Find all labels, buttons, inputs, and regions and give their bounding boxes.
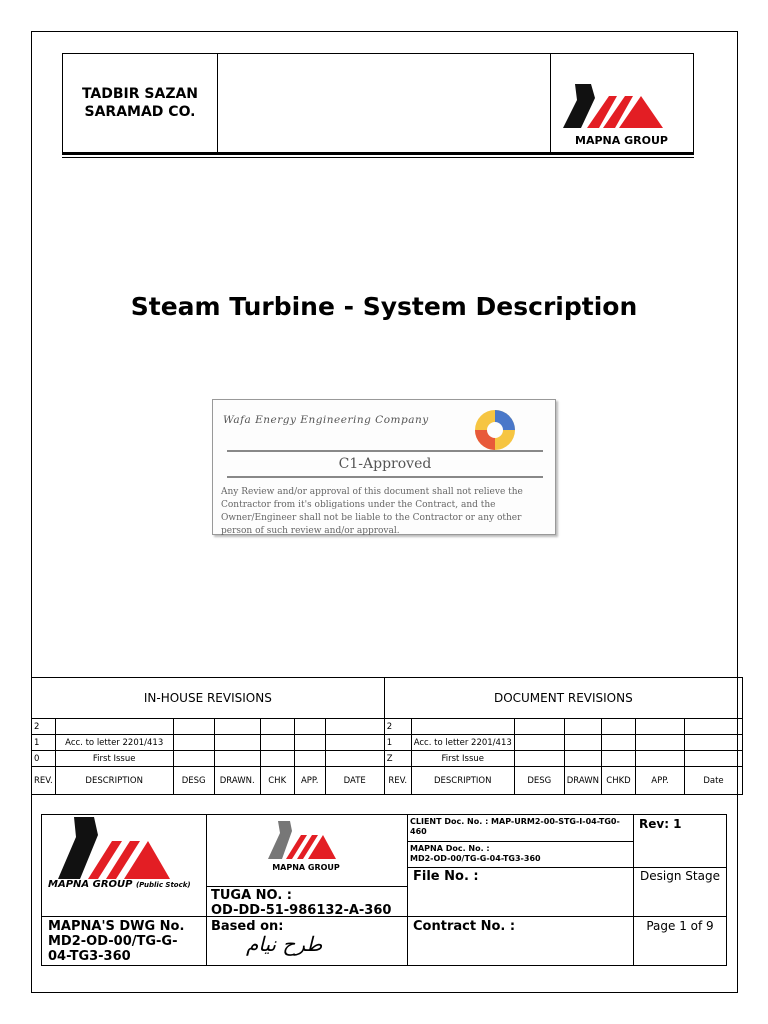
document-revisions-heading: DOCUMENT REVISIONS bbox=[384, 678, 742, 719]
document-desc bbox=[411, 719, 514, 735]
table-row bbox=[32, 735, 743, 751]
design-stage-label: Design Stage bbox=[640, 869, 720, 883]
based-on-cell bbox=[206, 916, 408, 965]
column-header: REV. bbox=[384, 767, 411, 795]
inhouse-rev: 2 bbox=[32, 719, 56, 735]
column-header: DRAWN bbox=[564, 767, 601, 795]
inhouse-desc bbox=[55, 719, 173, 735]
stamp-rule-top bbox=[227, 450, 543, 452]
document-desc: Acc. to letter 2201/413 bbox=[411, 735, 514, 751]
page-number-cell bbox=[633, 916, 727, 965]
left-logo-sub: (Public Stock) bbox=[135, 881, 191, 889]
column-header: CHKD bbox=[602, 767, 636, 795]
client-doc-cell bbox=[407, 815, 634, 842]
center-logo-caption: MAPNA GROUP bbox=[272, 863, 340, 872]
table-row bbox=[32, 751, 743, 767]
rev-cell bbox=[633, 815, 727, 868]
column-header: DESCRIPTION bbox=[411, 767, 514, 795]
column-header: REV. bbox=[32, 767, 56, 795]
mapna-logo-icon bbox=[262, 821, 352, 863]
mapna-doc-cell bbox=[407, 841, 634, 868]
page-number: Page 1 of 9 bbox=[646, 919, 714, 933]
stamp-note: Any Review and/or approval of this document shall not relieve the Contractor from it's obligations under the Contract, and the Owner/Engineer shall not be liable to the Contractor or any other person of such review and/or approval. bbox=[221, 487, 523, 536]
stamp-status: C1-Approved bbox=[338, 456, 432, 472]
column-header: DATE bbox=[325, 767, 384, 795]
stamp-rule-bottom bbox=[227, 476, 543, 478]
column-header: APP. bbox=[636, 767, 685, 795]
wafa-logo-icon bbox=[471, 406, 519, 454]
file-no-cell bbox=[407, 867, 634, 917]
mapna-logo-icon bbox=[48, 817, 198, 887]
inhouse-desc: First Issue bbox=[55, 751, 173, 767]
rev-label: Rev: 1 bbox=[639, 817, 682, 831]
column-header: DESG bbox=[173, 767, 214, 795]
mapna-logo-caption: MAPNA GROUP bbox=[575, 134, 668, 147]
revisions-table bbox=[31, 677, 743, 795]
mapna-logo-cell bbox=[550, 54, 693, 152]
mapna-doc-label: MAPNA Doc. No. : bbox=[410, 844, 490, 853]
title-block bbox=[41, 814, 727, 966]
column-header: DESG bbox=[514, 767, 564, 795]
column-header-row bbox=[32, 767, 743, 795]
tuga-cell bbox=[206, 886, 408, 917]
based-on-value: طرح نیام bbox=[246, 932, 323, 956]
approval-stamp bbox=[212, 399, 556, 535]
company-name-cell bbox=[63, 54, 218, 152]
contract-no-cell bbox=[407, 916, 634, 965]
header-divider bbox=[62, 157, 694, 158]
file-no-label: File No. : bbox=[413, 869, 479, 884]
based-on-label: Based on: bbox=[211, 919, 284, 934]
document-desc: First Issue bbox=[411, 751, 514, 767]
document-rev: 1 bbox=[384, 735, 411, 751]
tuga-label: TUGA NO. : bbox=[211, 888, 292, 903]
column-header: APP. bbox=[294, 767, 325, 795]
design-stage-cell bbox=[633, 867, 727, 917]
client-doc-number: CLIENT Doc. No. : MAP-URM2-00-STG-I-04-TG0-460 bbox=[410, 817, 620, 836]
inhouse-rev: 0 bbox=[32, 751, 56, 767]
dwg-label: MAPNA'S DWG No. bbox=[48, 919, 185, 934]
center-logo-cell bbox=[206, 815, 408, 887]
column-header: Date bbox=[685, 767, 743, 795]
header-box bbox=[62, 53, 694, 155]
tuga-value: OD-DD-51-986132-A-360 bbox=[211, 903, 392, 918]
inhouse-desc: Acc. to letter 2201/413 bbox=[55, 735, 173, 751]
left-logo-cell bbox=[42, 815, 207, 917]
mapna-logo-icon bbox=[551, 64, 692, 144]
column-header: CHK bbox=[260, 767, 294, 795]
dwg-value: MD2-OD-00/TG-G-04-TG3-360 bbox=[48, 934, 178, 964]
table-row bbox=[32, 719, 743, 735]
column-header: DESCRIPTION bbox=[55, 767, 173, 795]
mapna-doc-value: MD2-OD-00/TG-G-04-TG3-360 bbox=[410, 854, 541, 863]
company-name-line2: SARAMAD CO. bbox=[84, 104, 196, 120]
dwg-cell bbox=[42, 916, 207, 965]
inhouse-revisions-heading: IN-HOUSE REVISIONS bbox=[32, 678, 385, 719]
company-name-line1: TADBIR SAZAN bbox=[81, 86, 199, 102]
stamp-company: Wafa Energy Engineering Company bbox=[223, 414, 429, 426]
column-header: DRAWN. bbox=[214, 767, 260, 795]
left-logo-caption: MAPNA GROUP bbox=[48, 879, 133, 890]
document-rev: 2 bbox=[384, 719, 411, 735]
document-rev: Z bbox=[384, 751, 411, 767]
contract-no-label: Contract No. : bbox=[413, 919, 516, 934]
document-title: Steam Turbine - System Description bbox=[130, 292, 638, 321]
inhouse-rev: 1 bbox=[32, 735, 56, 751]
